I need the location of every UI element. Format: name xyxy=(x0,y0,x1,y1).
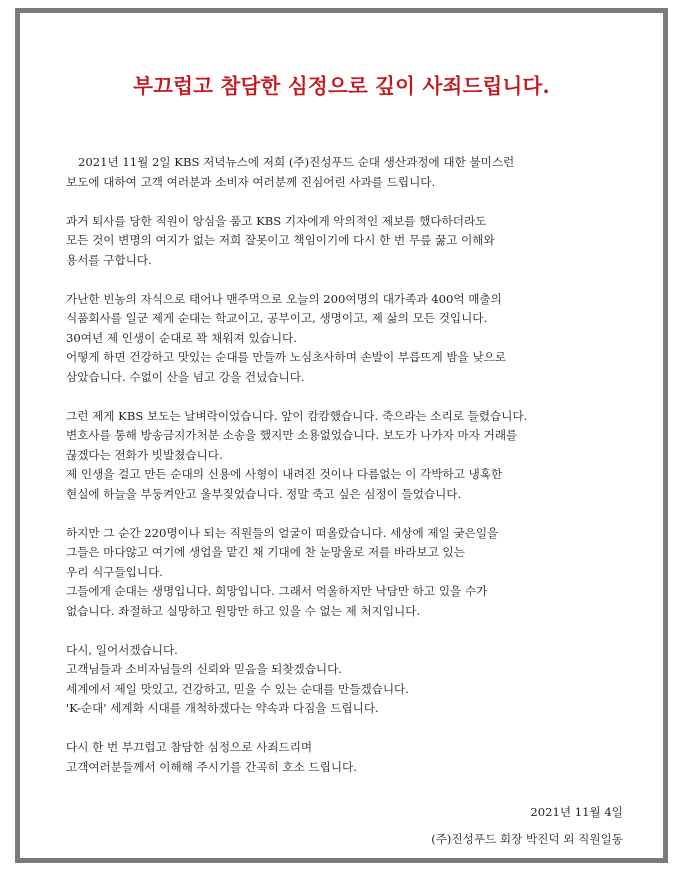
paragraph-2 xyxy=(66,212,666,271)
paragraph-6 xyxy=(66,641,666,719)
text-line: 'K-순대' 세계화 시대를 개척하겠다는 약속과 다짐을 드립니다. xyxy=(66,701,379,715)
apology-title: 부끄럽고 참담한 심정으로 깊이 사죄드립니다. xyxy=(133,74,550,98)
text-line: 고객님들과 소비자님들의 신뢰와 믿음을 되찾겠습니다. xyxy=(66,662,343,676)
text-line: 세계에서 제일 맛있고, 건강하고, 믿을 수 있는 순대를 만들겠습니다. xyxy=(66,681,409,696)
text-line: 끊겠다는 전화가 빗발쳤습니다. xyxy=(66,447,223,462)
text-line: 제 인생을 걸고 만든 순대의 신용에 사형이 내려진 것이나 다름없는 이 각박하고 냉혹한 xyxy=(66,467,503,481)
text-line: 그런 제게 KBS 보도는 날벼락이었습니다. 앞이 캄캄했습니다. 죽으라는 소리로 들렸습니다. xyxy=(66,408,528,423)
text-line: 다시 한 번 부끄럽고 참담한 심정으로 사죄드리며 xyxy=(66,740,313,754)
text-line: 하지만 그 순간 220명이나 되는 직원들의 얼굴이 떠올랐습니다. 세상에 제일 궂은일을 xyxy=(66,525,499,540)
text-line: 보도에 대하여 고객 여러분과 소비자 여러분께 진심어린 사과를 드립니다. xyxy=(66,174,436,189)
text-line: 2021년 11월 2일 KBS 저녁뉴스에 저희 (주)진성푸드 순대 생산과정에 대한 불미스런 xyxy=(78,155,515,169)
text-line: 없습니다. 좌절하고 실망하고 원망만 하고 있을 수 없는 제 처지입니다. xyxy=(66,603,421,618)
text-line: 모든 것이 변명의 여지가 없는 저희 잘못이고 책임이기에 다시 한 번 무릎 꿇고 이해와 xyxy=(66,233,495,247)
paragraph-1 xyxy=(66,153,666,192)
letter-body xyxy=(66,153,666,797)
text-line: 30여년 제 인생이 순대로 꽉 채워져 있습니다. xyxy=(66,330,297,345)
text-line: 고객여러분들께서 이해해 주시기를 간곡히 호소 드립니다. xyxy=(66,759,357,774)
text-line: 과거 퇴사를 당한 직원이 앙심을 품고 KBS 기자에게 악의적인 제보를 했다하더라도 xyxy=(66,213,487,228)
letter-date: 2021년 11월 4일 xyxy=(530,805,623,819)
paragraph-5 xyxy=(66,524,666,622)
text-line: 가난한 빈농의 자식으로 태어나 맨주먹으로 오늘의 200여명의 대가족과 400억 매출의 xyxy=(66,291,502,306)
paragraph-7 xyxy=(66,738,666,777)
text-line: 변호사를 통해 방송금지가처분 소송을 했지만 소용없었습니다. 보도가 나가자 마자 거래를 xyxy=(66,428,518,442)
document-frame xyxy=(15,8,668,863)
text-line: 식품회사를 일군 제게 순대는 학교이고, 공부이고, 생명이고, 제 삶의 모든 것입니다. xyxy=(66,311,488,325)
text-line: 그들은 마다않고 여기에 생업을 맡긴 채 기대에 찬 눈망울로 저를 바라보고 있는 xyxy=(66,545,465,559)
text-line: 현실에 하늘을 부둥켜안고 울부짖었습니다. 정말 죽고 싶은 심정이 들었습니다. xyxy=(66,486,462,501)
letter-signature: (주)진성푸드 회장 박진덕 외 직원일동 xyxy=(431,832,623,846)
text-line: 그들에게 순대는 생명입니다. 희망입니다. 그래서 억울하지만 낙담만 하고 있을 수가 xyxy=(66,584,488,598)
paragraph-3 xyxy=(66,290,666,388)
text-line: 용서를 구합니다. xyxy=(66,252,152,267)
text-line: 어떻게 하면 건강하고 맛있는 순대를 만들까 노심초사하며 손발이 부릅뜨게 밤을 낮으로 xyxy=(66,350,507,364)
paragraph-4 xyxy=(66,407,666,505)
text-line: 우리 식구들입니다. xyxy=(66,564,163,579)
text-line: 다시, 일어서겠습니다. xyxy=(66,642,178,657)
text-line: 삼았습니다. 수없이 산을 넘고 강을 건넜습니다. xyxy=(66,369,305,384)
